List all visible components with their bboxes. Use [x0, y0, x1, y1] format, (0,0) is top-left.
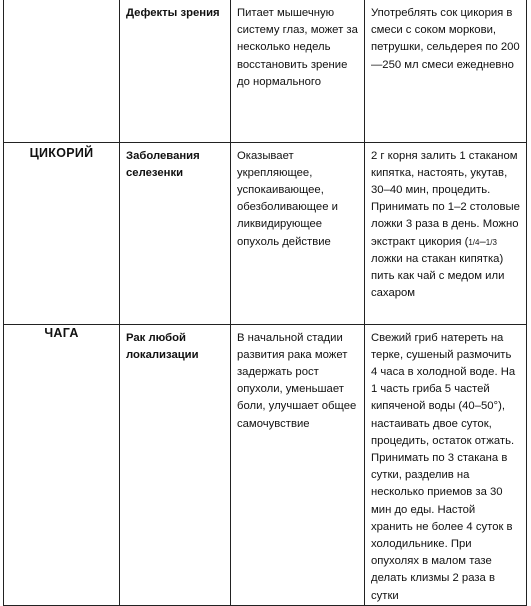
- usage-text: [365, 143, 526, 303]
- disease-cell: [120, 0, 231, 142]
- plant-cell-empty: [4, 0, 120, 142]
- usage-cell: [365, 0, 527, 142]
- dash: –: [479, 235, 486, 248]
- disease-cell: [120, 324, 231, 605]
- table-row: [4, 324, 527, 605]
- plant-name-chicory: ЦИКОРИЙ: [29, 145, 94, 160]
- action-text: Оказывает укрепляющее, успокаивающее, обезболивающее и ликвидирующее опухоль действие: [237, 149, 338, 248]
- action-cell: [231, 0, 365, 142]
- fraction: 1/4: [468, 237, 480, 247]
- usage-cell: [365, 142, 527, 324]
- disease-name: Заболевания селезенки: [126, 149, 200, 179]
- usage-text-part: ложки на стакан кипятка) пить как чай с медом или сахаром: [371, 252, 505, 300]
- usage-text: Употреблять сок цикория в смеси с соком моркови, петрушки, сельдерея по 200—250 мл смеси ежедневно: [371, 7, 520, 71]
- disease-name: Рак любой локализации: [126, 331, 199, 361]
- plant-cell: [4, 324, 120, 605]
- fraction: 1/3: [485, 237, 497, 247]
- herbal-remedies-table: [3, 0, 527, 606]
- usage-text-part: 2 г корня залить 1 стаканом кипятка, настоять, укутав, 30–40 мин, процедить. Принимать по 1–2 столовые ложки 3 раза в день. Можно экстракт цикория (: [371, 149, 520, 248]
- action-cell: [231, 324, 365, 605]
- plant-cell: [4, 142, 120, 324]
- action-text: В начальной стадии развития рака может задержать рост опухоли, уменьшает боли, улучшает общее самочувствие: [237, 331, 357, 430]
- plant-name-chaga: ЧАГА: [44, 325, 79, 340]
- disease-name: Дефекты зрения: [126, 7, 220, 19]
- disease-cell: [120, 142, 231, 324]
- usage-cell: [365, 324, 527, 605]
- table-row: [4, 0, 527, 142]
- table-row: [4, 142, 527, 324]
- usage-text: Свежий гриб натереть на терке, сушеный размочить 4 часа в холодной воде. На 1 часть гриба 5 частей кипяченой воды (40–50°), настаивать двое суток, процедить, остаток отжать. Принимать по 3 стакана в сутки, разделив на несколько приемов за 30 мин до еды. Настой хранить не более 4 суток в холодильнике. При опухолях в малом тазе делать клизмы 2 раза в сутки: [371, 331, 516, 602]
- action-text: Питает мышечную систему глаз, может за несколько недель восстановить зрение до нормального: [237, 7, 358, 88]
- action-cell: [231, 142, 365, 324]
